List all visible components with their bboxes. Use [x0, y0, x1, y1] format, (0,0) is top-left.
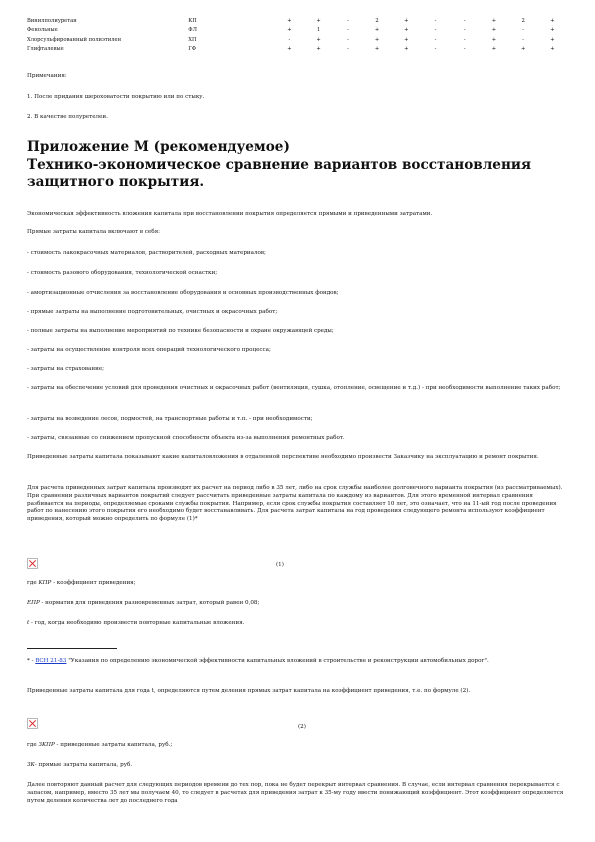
- table-cell: 2: [521, 17, 525, 24]
- table-cell: +: [491, 46, 497, 53]
- list-item: - затраты, связанные со снижением пропускной способности объекта из-за выполнения ремонтных работ.: [27, 435, 345, 441]
- paragraph-repeat: Далее повторяют данный расчет для следующих периодов времени до тех пор, пока не будет перекрыт интервал сравнения. В случае, если интервал сравнения перекрывается с запасом, например, вместо 35 лет мы получаем 40, то следует в расчетах для приведения затрат к 35-му году ввести понижающий коэффициент. Этот коэффициент определяется путем деления количества лет до последнего года: [27, 782, 564, 804]
- table-cell: -: [434, 46, 437, 53]
- equation-number: (2): [298, 724, 306, 730]
- coating-code: ФЛ: [188, 27, 197, 34]
- table-cell: +: [520, 46, 526, 53]
- table-cell: +: [374, 46, 380, 53]
- equation-number: (1): [276, 562, 284, 568]
- list-item: - затраты на возведение лесов, подмостей, на транспортные работы и т.п. - при необходимости;: [27, 416, 313, 422]
- appendix-heading: [27, 139, 567, 192]
- definition-t: t - год, когда необходимо произвести повторные капитальные вложения.: [27, 620, 245, 626]
- table-cell: -: [522, 36, 525, 43]
- table-cell: +: [316, 46, 321, 53]
- list-item: - прямые затраты на выполнение подготовительных, очистных и окрасочных работ;: [27, 309, 278, 315]
- table-cell: -: [346, 36, 349, 43]
- table-cell: +: [550, 27, 555, 34]
- table-cell: -: [288, 36, 291, 43]
- table-cell: +: [491, 17, 497, 24]
- definition-zkpr: где ЗKПР - приведенные затраты капитала, руб.;: [27, 742, 173, 748]
- definition-zk: ЗК- прямые затраты капитала, руб.: [27, 762, 133, 768]
- table-cell: +: [374, 36, 380, 43]
- table-cell: -: [346, 27, 349, 34]
- footnote-divider: [27, 648, 117, 649]
- coatings-table: [27, 16, 567, 54]
- heading-line-1: Приложение М (рекомендуемое): [27, 139, 290, 155]
- definition-epr: EПР - норматив для приведения разновременных затрат, который равен 0,08;: [27, 600, 260, 606]
- table-row: [27, 26, 567, 36]
- table-cell: +: [404, 17, 409, 24]
- table-cell: 1: [316, 27, 321, 34]
- table-cell: +: [550, 17, 555, 24]
- table-cell: -: [434, 36, 437, 43]
- coating-name: Фенольные: [27, 27, 58, 34]
- coating-name: Глифталевые: [27, 46, 64, 53]
- table-cell: -: [463, 27, 466, 34]
- table-cell: +: [287, 46, 292, 53]
- table-cell: -: [463, 36, 466, 43]
- table-cell: +: [491, 27, 497, 34]
- coating-code: КП: [188, 17, 197, 24]
- list-item: - затраты на страхование;: [27, 366, 105, 372]
- footnote-link[interactable]: ВСН 21-83: [35, 658, 67, 664]
- table-cell: -: [434, 17, 437, 24]
- coating-name: Винилполиуретан: [27, 17, 77, 24]
- coating-code: ХП: [188, 36, 197, 43]
- table-row: [27, 35, 567, 45]
- table-cell: +: [404, 27, 409, 34]
- notes-label: Примечания:: [27, 73, 67, 79]
- list-item: - затраты на обеспечение условий для проведения очистных и окрасочных работ (вентиляция, сушка, отопление, освещение и т.д.) - при необходимости выполнение таких работ;: [27, 385, 561, 391]
- paragraph-calculation: Для расчета приведенных затрат капитала производят их расчет на период либо в 35 лет, либо на срок службы наиболее долговечного варианта покрытия (из рассматриваемых). При сравнении различных вариантов покрытий следует рассчитать приведенные затраты капитала по каждому из вариантов. Для этого временной интервал сравнения разбивается на периоды, определяемые сроками службы покрытия. Например, если срок службы покрытия составляет 10 лет, это означает, что на 11-ый год после проведения работ по нанесению этого покрытия его необходимо будет восстанавливать. Для расчета затрат капитала на год проведения следующего ремонта используют коэффициент приведения, который можно определить по формуле (1)*: [27, 485, 563, 523]
- heading-line-3: защитного покрытия.: [27, 174, 205, 190]
- footnote: * - ВСН 21-83 "Указания по определению экономической эффективности капитальных вложений в строительстве и реконструкции автомобильных дорог".: [27, 658, 489, 664]
- note-1: 1. После придания шероховатости покрытию или по стыку.: [27, 94, 205, 100]
- table-cell: +: [316, 36, 321, 43]
- table-cell: -: [434, 27, 437, 34]
- table-row: [27, 45, 567, 55]
- table-cell: +: [550, 36, 555, 43]
- table-cell: +: [374, 27, 380, 34]
- list-item: - стоимость разового оборудования, технологической оснастки;: [27, 270, 218, 276]
- broken-image-icon: [27, 558, 38, 569]
- list-item: - стоимость лакокрасочных материалов, растворителей, расходных материалов;: [27, 250, 266, 256]
- table-cell: -: [346, 46, 349, 53]
- table-cell: -: [463, 17, 466, 24]
- table-cell: +: [287, 17, 292, 24]
- table-cell: +: [550, 46, 555, 53]
- table-row: [27, 16, 567, 26]
- paragraph-formula-2: Приведенные затраты капитала для года t, определяются путем деления прямых затрат капитала на коэффициент приведения, т.е. по формуле (2).: [27, 688, 471, 694]
- paragraph-direct-costs: Прямые затраты капитала включают в себя:: [27, 229, 160, 235]
- table-cell: +: [404, 36, 409, 43]
- paragraph-reduced-costs: Приведенные затраты капитала показывают какие капиталовложения в отдаленной перспективе необходимо произвести Заказчику на эксплуатацию и ремонт покрытия.: [27, 454, 539, 460]
- table-cell: +: [316, 17, 321, 24]
- list-item: - затраты на осуществление контроля всех операций технологического процесса;: [27, 347, 271, 353]
- table-cell: -: [522, 27, 525, 34]
- table-cell: 2: [375, 17, 379, 24]
- definition-kpr: где KПР - коэффициент приведения;: [27, 580, 136, 586]
- table-cell: +: [491, 36, 497, 43]
- broken-image-icon: [27, 718, 38, 729]
- table-cell: +: [404, 46, 409, 53]
- note-2: 2. В качестве полуретелеи.: [27, 114, 108, 120]
- coating-name: Хлорсульфированный полиэтилен: [27, 36, 122, 43]
- heading-line-2: Технико-экономическое сравнение вариантов восстановления: [27, 156, 532, 173]
- coating-code: ГФ: [188, 46, 197, 53]
- list-item: - амортизационные отчисления за восстановление оборудования и основных производственных фондов;: [27, 290, 339, 296]
- table-cell: -: [346, 17, 349, 24]
- paragraph-efficiency: Экономическая эффективность вложения капитала при восстановлении покрытия определяется прямыми и приведенными затратами.: [27, 211, 433, 217]
- table-cell: +: [287, 27, 292, 34]
- table-cell: -: [463, 46, 466, 53]
- list-item: - полные затраты на выполнение мероприятий по технике безопасности и охране окружающей среды;: [27, 328, 334, 334]
